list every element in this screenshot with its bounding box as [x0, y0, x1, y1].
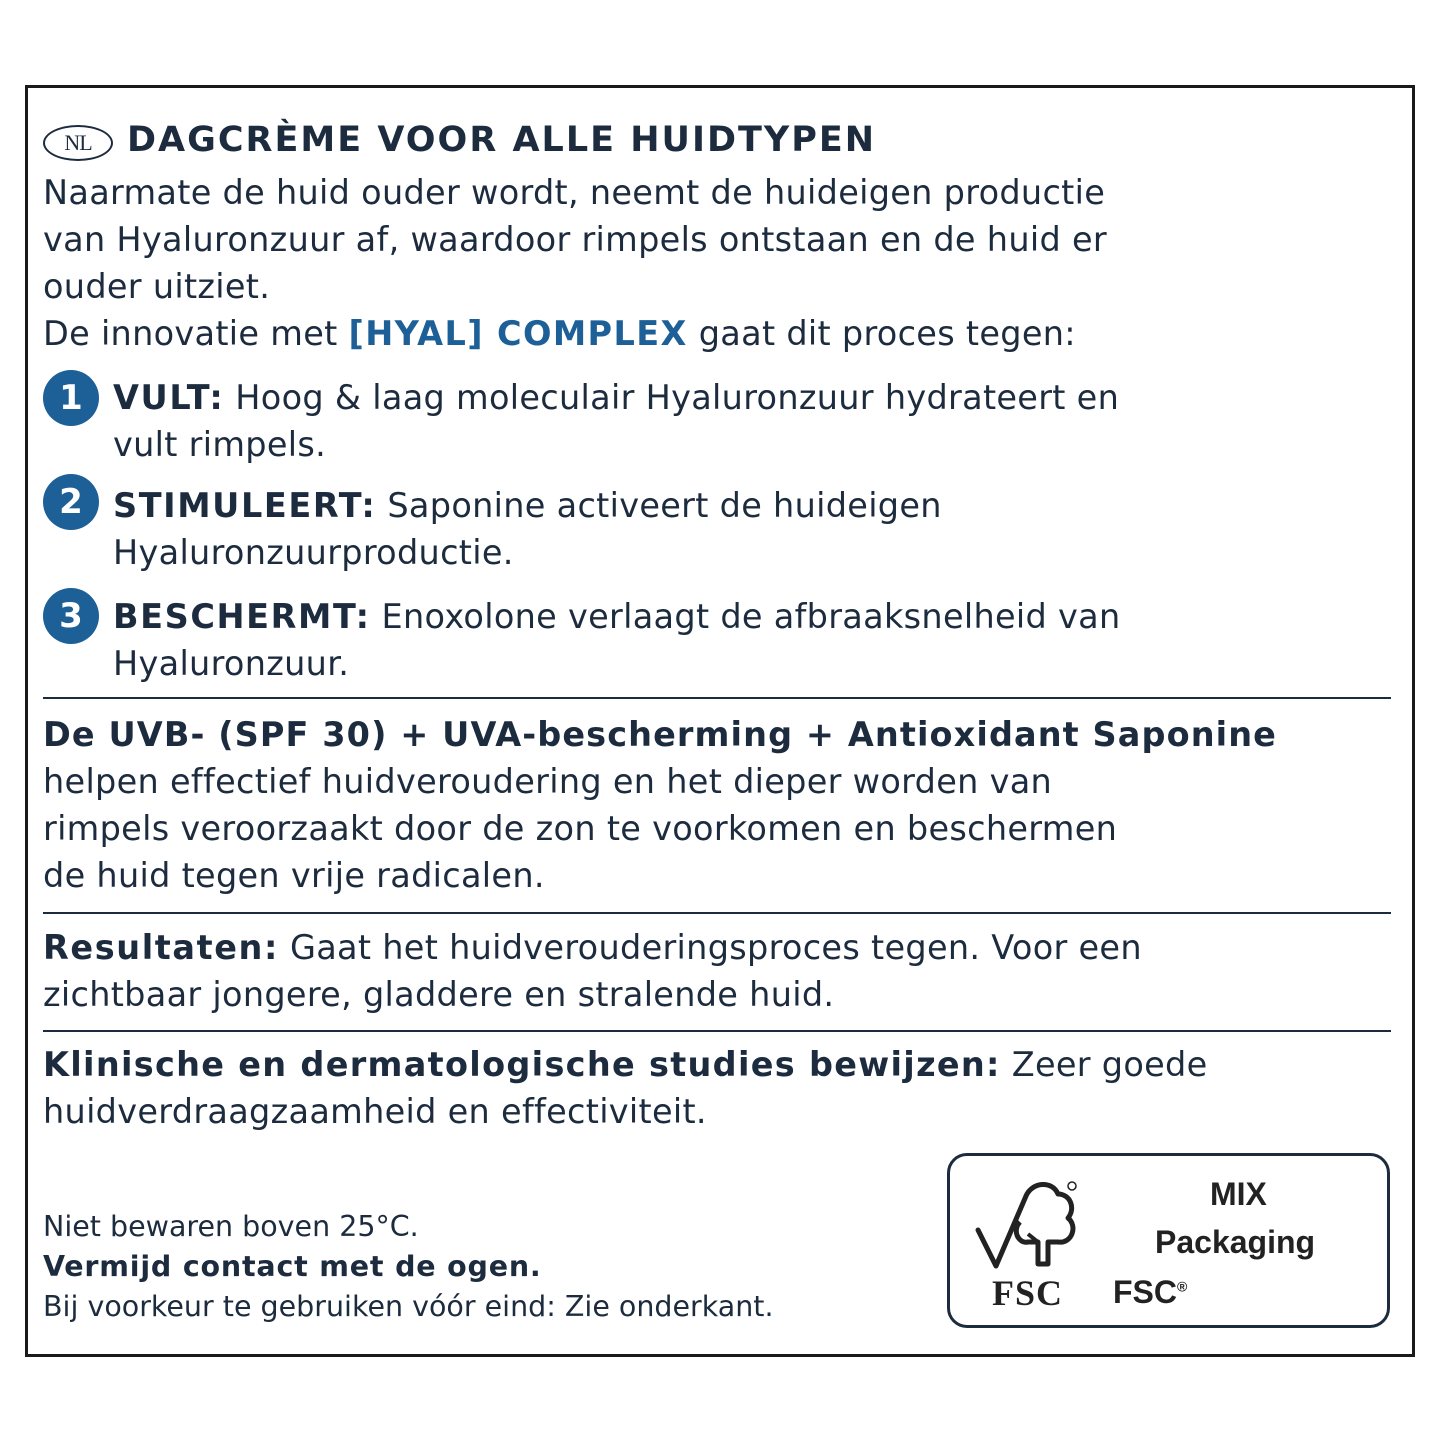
clinical-label: Klinische en dermatologische studies bewijzen:	[43, 1045, 1001, 1084]
storage-temperature: Niet bewaren boven 25°C.	[43, 1210, 419, 1243]
results-line-1	[43, 924, 1142, 971]
protection-line-2: rimpels veroorzaakt door de zon te voorkomen en beschermen	[43, 809, 1118, 848]
step-2-line-2: Hyaluronzuurproductie.	[113, 533, 514, 572]
language-badge: NL	[43, 125, 113, 161]
fsc-label	[1113, 1274, 1187, 1311]
protection-line-1: helpen effectief huidveroudering en het dieper worden van	[43, 762, 1053, 801]
page-title: DAGCRÈME VOOR ALLE HUIDTYPEN	[127, 120, 877, 160]
intro-line-2: van Hyaluronzuur af, waardoor rimpels ontstaan en de huid er	[43, 220, 1107, 259]
step-1-label: VULT:	[113, 378, 225, 417]
step-3-line-2: Hyaluronzuur.	[113, 644, 350, 683]
results-text: Gaat het huidverouderingsproces tegen. Voor een	[279, 928, 1142, 967]
step-2-label: STIMULEERT:	[113, 486, 377, 525]
divider	[43, 912, 1391, 914]
results-label: Resultaten:	[43, 928, 279, 967]
step-1-line-2: vult rimpels.	[113, 425, 327, 464]
fsc-packaging-label: Packaging	[1155, 1224, 1316, 1260]
step-3-number-icon: 3	[43, 588, 99, 644]
step-1-number-icon: 1	[43, 370, 99, 426]
fsc-label-text: FSC	[1113, 1274, 1177, 1310]
innovation-post: gaat dit proces tegen:	[687, 314, 1076, 353]
clinical-line-1	[43, 1041, 1208, 1088]
clinical-text: Zeer goede	[1000, 1045, 1208, 1084]
clinical-line-2: huidverdraagzaamheid en effectiviteit.	[43, 1092, 707, 1131]
innovation-line	[43, 310, 1076, 357]
innovation-pre: De innovatie met	[43, 314, 349, 353]
fsc-certification-box	[947, 1153, 1390, 1328]
hyal-complex-highlight: [HYAL] COMPLEX	[348, 314, 688, 353]
intro-line-3: ouder uitziet.	[43, 267, 271, 306]
step-1-line-1	[113, 374, 1119, 421]
step-2-line-1	[113, 482, 942, 529]
eye-contact-warning: Vermijd contact met de ogen.	[43, 1250, 542, 1283]
results-line-2: zichtbaar jongere, gladdere en stralende huid.	[43, 975, 835, 1014]
step-1-text: Hoog & laag moleculair Hyaluronzuur hydrateert en	[224, 378, 1120, 417]
best-before-note: Bij voorkeur te gebruiken vóór eind: Zie onderkant.	[43, 1290, 774, 1323]
fsc-logo-text: FSC	[992, 1273, 1064, 1313]
fsc-registered-mark: ®	[1177, 1278, 1188, 1295]
step-3-label: BESCHERMT:	[113, 597, 371, 636]
protection-heading: De UVB- (SPF 30) + UVA-bescherming + Antioxidant Saponine	[43, 715, 1277, 754]
step-3-line-1	[113, 593, 1121, 640]
protection-line-3: de huid tegen vrije radicalen.	[43, 856, 545, 895]
step-2-number-icon: 2	[43, 474, 99, 530]
step-3-text: Enoxolone verlaagt de afbraaksnelheid van	[370, 597, 1121, 636]
fsc-tree-icon	[972, 1178, 1084, 1273]
fsc-mix-label: MIX	[1210, 1176, 1267, 1212]
divider	[43, 1030, 1391, 1032]
intro-line-1: Naarmate de huid ouder wordt, neemt de huideigen productie	[43, 173, 1106, 212]
divider	[43, 697, 1391, 699]
step-2-text: Saponine activeert de huideigen	[376, 486, 942, 525]
